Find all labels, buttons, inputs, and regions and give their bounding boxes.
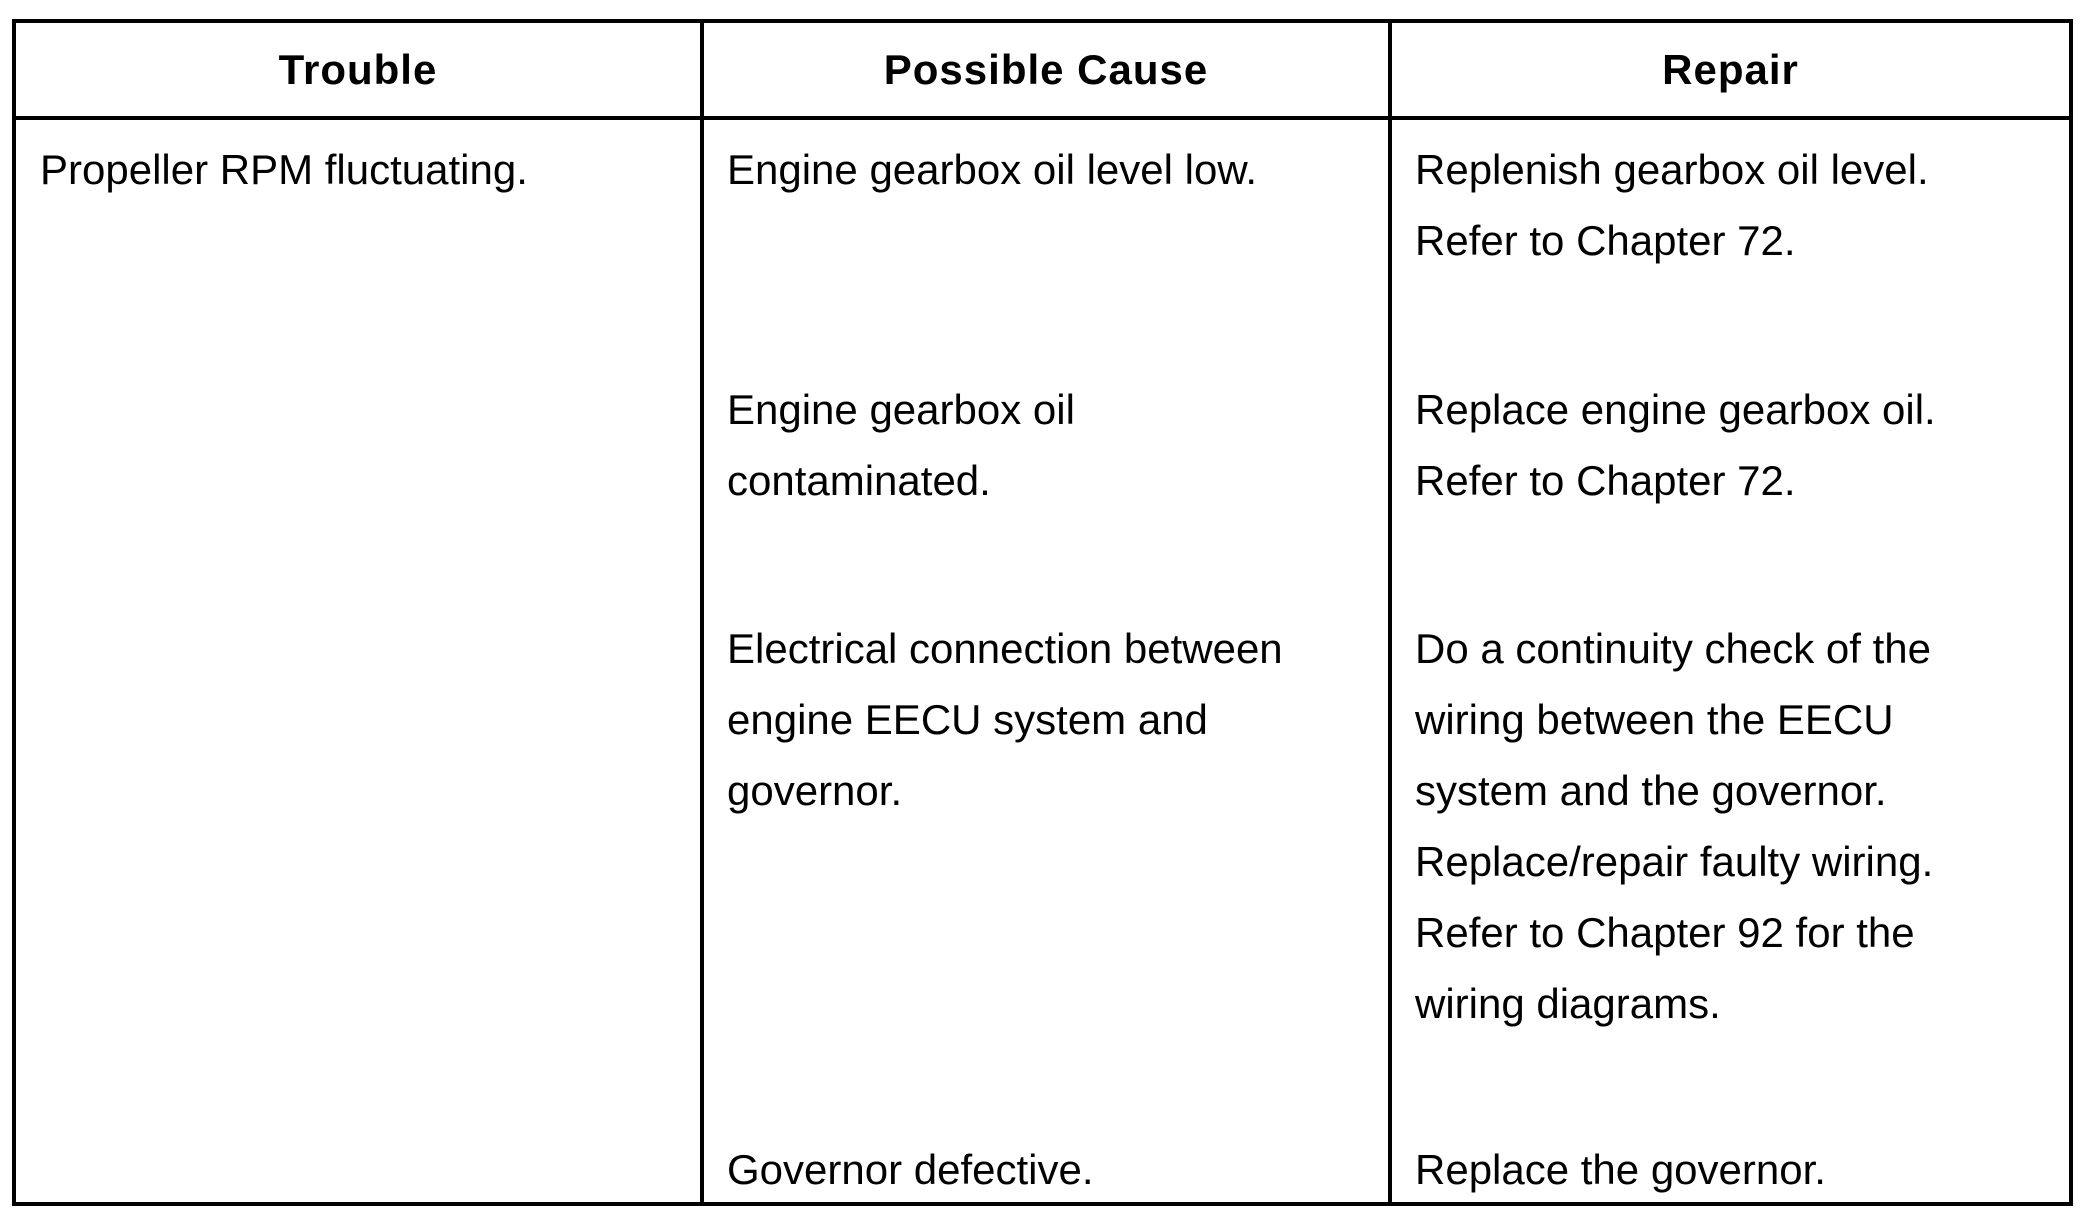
repair-cell: Replenish gearbox oil level. Refer to Chapter 72. — [1415, 146, 1929, 264]
column-divider — [700, 23, 704, 1202]
trouble-cell: Propeller RPM fluctuating. — [40, 146, 528, 193]
cause-cell: Engine gearbox oil level low. — [727, 146, 1258, 193]
repair-cell: Replace engine gearbox oil. Refer to Chapter 72. — [1415, 386, 1936, 504]
header-trouble: Trouble — [278, 45, 438, 93]
cause-cell: Electrical connection between engine EECU system and governor. — [727, 625, 1283, 814]
cause-cell: Engine gearbox oil contaminated. — [727, 386, 1075, 504]
troubleshooting-table — [12, 19, 2073, 1206]
repair-cell: Replace the governor. — [1415, 1146, 1826, 1193]
cause-cell: Governor defective. — [727, 1146, 1094, 1193]
repair-cell: Do a continuity check of the wiring between the EECU system and the governor. Replace/repair faulty wiring. Refer to Chapter 92 for the wiring diagrams. — [1415, 625, 1934, 1027]
column-divider — [1388, 23, 1392, 1202]
header-repair: Repair — [1662, 45, 1799, 93]
header-possible-cause: Possible Cause — [883, 45, 1209, 93]
header-divider — [16, 116, 2069, 120]
